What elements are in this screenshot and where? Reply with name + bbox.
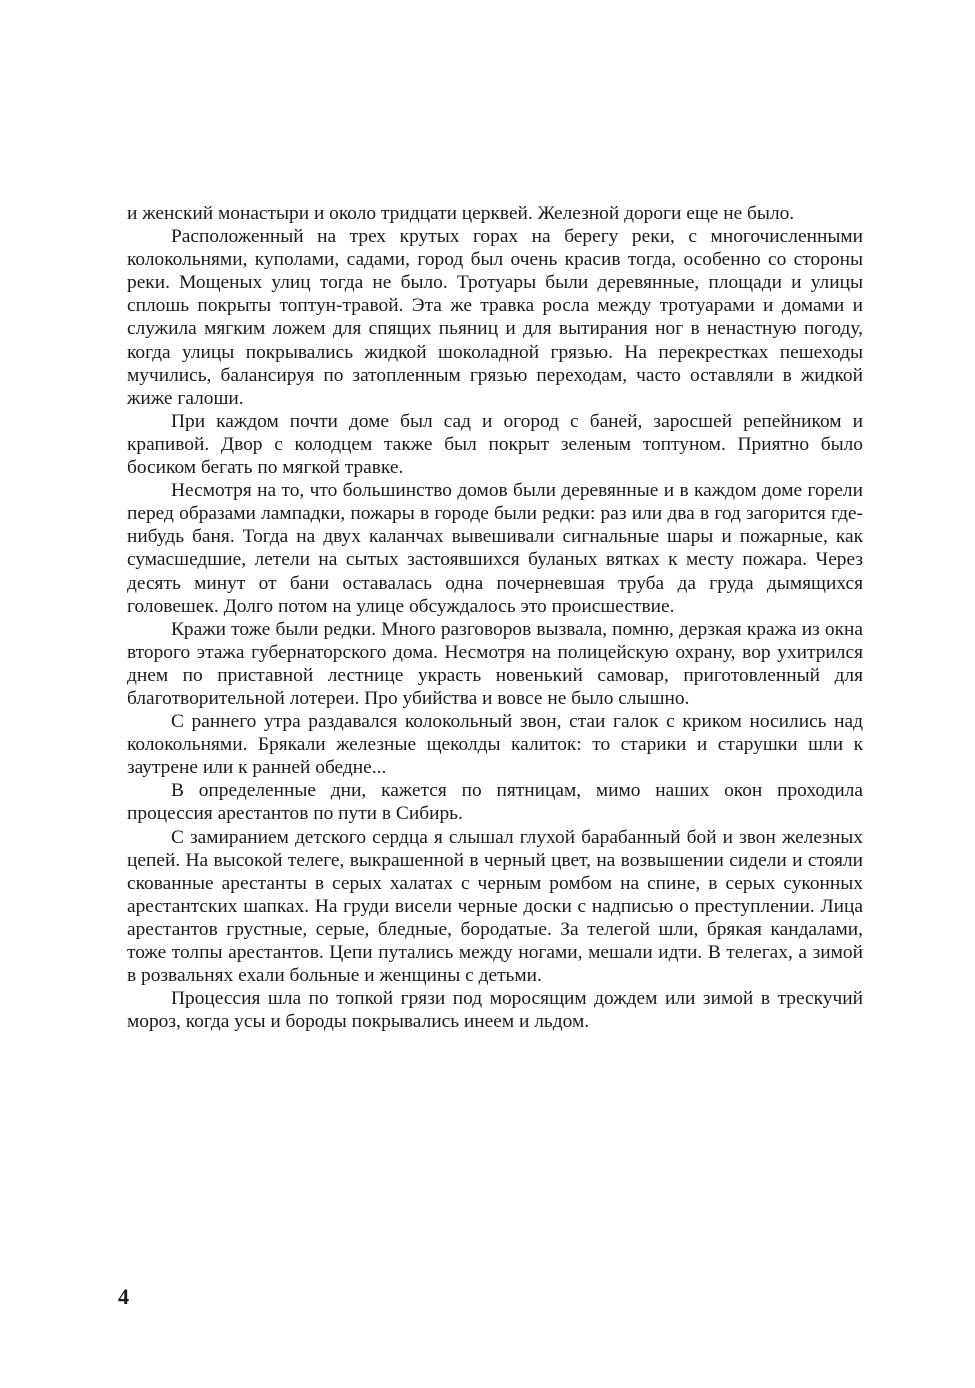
paragraph: Расположенный на трех крутых горах на берегу реки, с многочисленными колокольнями, куполами, садами, город был очень красив тогда, особенно со стороны реки. Мощеных улиц тогда не было. Тротуары были деревянные, площади и улицы сплошь покрыты топтун-травой. Эта же травка росла между тротуарами и домами и служила мягким ложем для спящих пьяниц и для вытирания ног в ненастную погоду, когда улицы покрывались жидкой шоколадной грязью. На перекрестках пешеходы мучились, балансируя по затопленным грязью переходам, часто оставляли в жидкой жиже галоши. bbox=[127, 226, 863, 409]
page-body-text bbox=[127, 202, 863, 1033]
paragraph: Кражи тоже были редки. Много разговоров вызвала, помню, дерзкая кража из окна второго этажа губернаторского дома. Несмотря на полицейскую охрану, вор ухитрился днем по приставной лестнице украсть новенький самовар, приготовленный для благотворительной лотереи. Про убийства и вовсе не было слышно. bbox=[127, 618, 863, 709]
paragraph: При каждом почти доме был сад и огород с баней, заросшей репейником и крапивой. Двор с колодцем также был покрыт зеленым топтуном. Приятно было босиком бегать по мягкой травке. bbox=[127, 410, 863, 479]
paragraph: Несмотря на то, что большинство домов были деревянные и в каждом доме горели перед образами лампадки, пожары в городе были редки: раз или два в год загорится где-нибудь баня. Тогда на двух каланчах вывешивали сигнальные шары и пожарные, как сумасшедшие, летели на сытых застоявшихся буланых вятках к месту пожара. Через десять минут от бани оставалась одна почерневшая труба да груда дымящихся головешек. Долго потом на улице обсуждалось это происшествие. bbox=[127, 480, 863, 617]
paragraph: В определенные дни, кажется по пятницам, мимо наших окон проходила процессия арестантов по пути в Сибирь. bbox=[127, 780, 863, 825]
paragraph: и женский монастыри и около тридцати церквей. Железной дороги еще не было. bbox=[127, 203, 795, 224]
paragraph: Процессия шла по топкой грязи под моросящим дождем или зимой в трескучий мороз, когда усы и бороды покрывались инеем и льдом. bbox=[127, 988, 863, 1033]
page-number: 4 bbox=[118, 1284, 129, 1309]
paragraph: С замиранием детского сердца я слышал глухой барабанный бой и звон железных цепей. На высокой телеге, выкрашенной в черный цвет, на возвышении сидели и стояли скованные арестанты в серых халатах с черным ромбом на спине, в серых суконных арестантских шапках. На груди висели черные доски с надписью о преступлении. Лица арестантов грустные, серые, бледные, бородатые. За телегой шли, брякая кандалами, тоже толпы арестантов. Цепи путались между ногами, мешали идти. В телегах, а зимой в розвальнях ехали больные и женщины с детьми. bbox=[127, 826, 863, 987]
paragraph: С раннего утра раздавался колокольный звон, стаи галок с криком носились над колокольнями. Брякали железные щеколды калиток: то старики и старушки шли к заутрене или к ранней обедне... bbox=[127, 711, 863, 779]
